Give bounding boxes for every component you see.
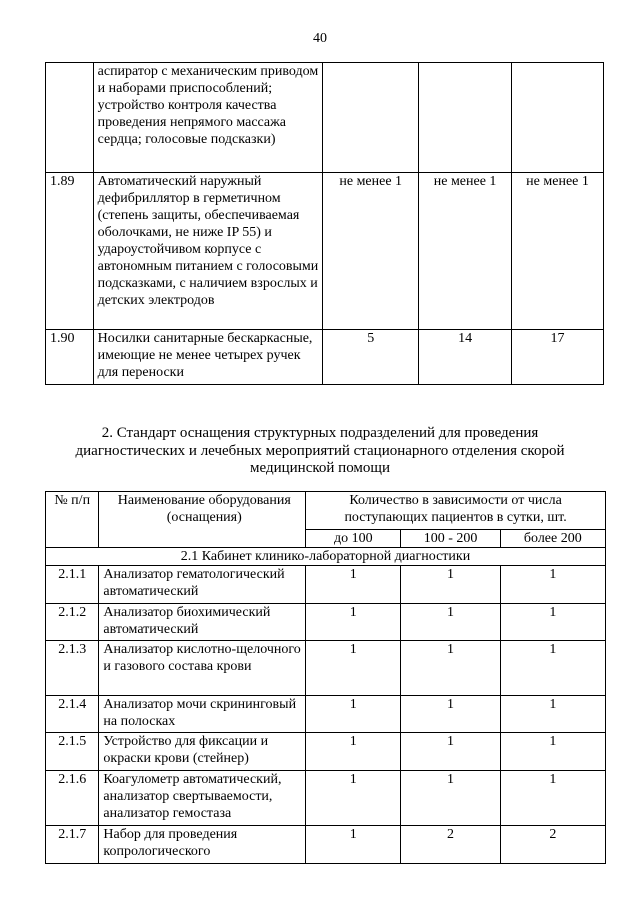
quantity-cell: не менее 1	[512, 173, 604, 330]
row-number: 2.1.3	[46, 641, 99, 696]
subsection-row	[46, 548, 606, 566]
column-header-up-to-100: до 100	[306, 530, 401, 548]
equipment-table-continued	[45, 62, 604, 385]
row-number: 2.1.5	[46, 733, 99, 771]
quantity-cell: 1	[306, 733, 401, 771]
table-header-row	[46, 492, 606, 530]
row-number: 2.1.6	[46, 771, 99, 826]
row-number: 2.1.1	[46, 566, 99, 604]
equipment-name: Анализатор биохимический автоматический	[99, 604, 306, 641]
quantity-cell: 1	[306, 696, 401, 733]
equipment-standard-table	[45, 491, 606, 864]
table-row	[46, 173, 604, 330]
table-row	[46, 63, 604, 173]
quantity-cell: 2	[401, 826, 500, 864]
equipment-name: Коагулометр автоматический, анализатор свертываемости, анализатор гемостаза	[99, 771, 306, 826]
table-row	[46, 826, 606, 864]
quantity-cell: 14	[419, 330, 512, 385]
row-number	[46, 63, 94, 173]
quantity-cell: 5	[323, 330, 419, 385]
quantity-cell: 1	[500, 733, 605, 771]
quantity-cell	[419, 63, 512, 173]
quantity-cell: 1	[401, 696, 500, 733]
table-row	[46, 604, 606, 641]
quantity-cell: 1	[401, 771, 500, 826]
quantity-cell: 2	[500, 826, 605, 864]
quantity-cell: 1	[306, 641, 401, 696]
quantity-cell: не менее 1	[419, 173, 512, 330]
quantity-cell	[512, 63, 604, 173]
quantity-cell: 1	[306, 826, 401, 864]
row-number: 2.1.4	[46, 696, 99, 733]
subsection-title: 2.1 Кабинет клинико-лабораторной диагностики	[46, 548, 606, 566]
quantity-cell: 17	[512, 330, 604, 385]
table-row	[46, 733, 606, 771]
quantity-cell: 1	[500, 566, 605, 604]
equipment-name: Набор для проведения копрологического	[99, 826, 306, 864]
table-row	[46, 566, 606, 604]
table-row	[46, 696, 606, 733]
quantity-cell: 1	[500, 604, 605, 641]
row-number: 2.1.2	[46, 604, 99, 641]
row-number: 2.1.7	[46, 826, 99, 864]
quantity-cell: не менее 1	[323, 173, 419, 330]
column-header-quantity: Количество в зависимости от числа поступающих пациентов в сутки, шт.	[306, 492, 606, 530]
table-row	[46, 771, 606, 826]
row-number: 1.89	[46, 173, 94, 330]
quantity-cell: 1	[500, 696, 605, 733]
equipment-name: аспиратор с механическим приводом и наборами приспособлений; устройство контроля качества проведения непрямого массажа сердца; голосовые подсказки)	[93, 63, 323, 173]
section-heading: 2. Стандарт оснащения структурных подразделений для проведения диагностических и лечебных мероприятий стационарного отделения скорой медицинской помощи	[75, 425, 565, 476]
quantity-cell: 1	[401, 641, 500, 696]
quantity-cell	[323, 63, 419, 173]
equipment-name: Анализатор кислотно-щелочного и газового состава крови	[99, 641, 306, 696]
quantity-cell: 1	[401, 733, 500, 771]
equipment-name: Носилки санитарные бескаркасные, имеющие не менее четырех ручек для переноски	[93, 330, 323, 385]
quantity-cell: 1	[306, 604, 401, 641]
equipment-name: Анализатор гематологический автоматический	[99, 566, 306, 604]
column-header-number: № п/п	[46, 492, 99, 548]
column-header-100-200: 100 - 200	[401, 530, 500, 548]
quantity-cell: 1	[306, 771, 401, 826]
column-header-over-200: более 200	[500, 530, 605, 548]
equipment-name: Автоматический наружный дефибриллятор в герметичном (степень защиты, обеспечиваемая оболочками, не ниже IP 55) и удароустойчивом корпусе с автономным питанием с голосовыми подсказками, с наличием взрослых и детских электродов	[93, 173, 323, 330]
quantity-cell: 1	[401, 566, 500, 604]
quantity-cell: 1	[500, 641, 605, 696]
quantity-cell: 1	[306, 566, 401, 604]
table-row	[46, 641, 606, 696]
table-row	[46, 330, 604, 385]
quantity-cell: 1	[500, 771, 605, 826]
page-number: 40	[313, 31, 327, 46]
quantity-cell: 1	[401, 604, 500, 641]
equipment-name: Устройство для фиксации и окраски крови (стейнер)	[99, 733, 306, 771]
equipment-name: Анализатор мочи скрининговый на полосках	[99, 696, 306, 733]
row-number: 1.90	[46, 330, 94, 385]
column-header-name: Наименование оборудования (оснащения)	[99, 492, 306, 548]
